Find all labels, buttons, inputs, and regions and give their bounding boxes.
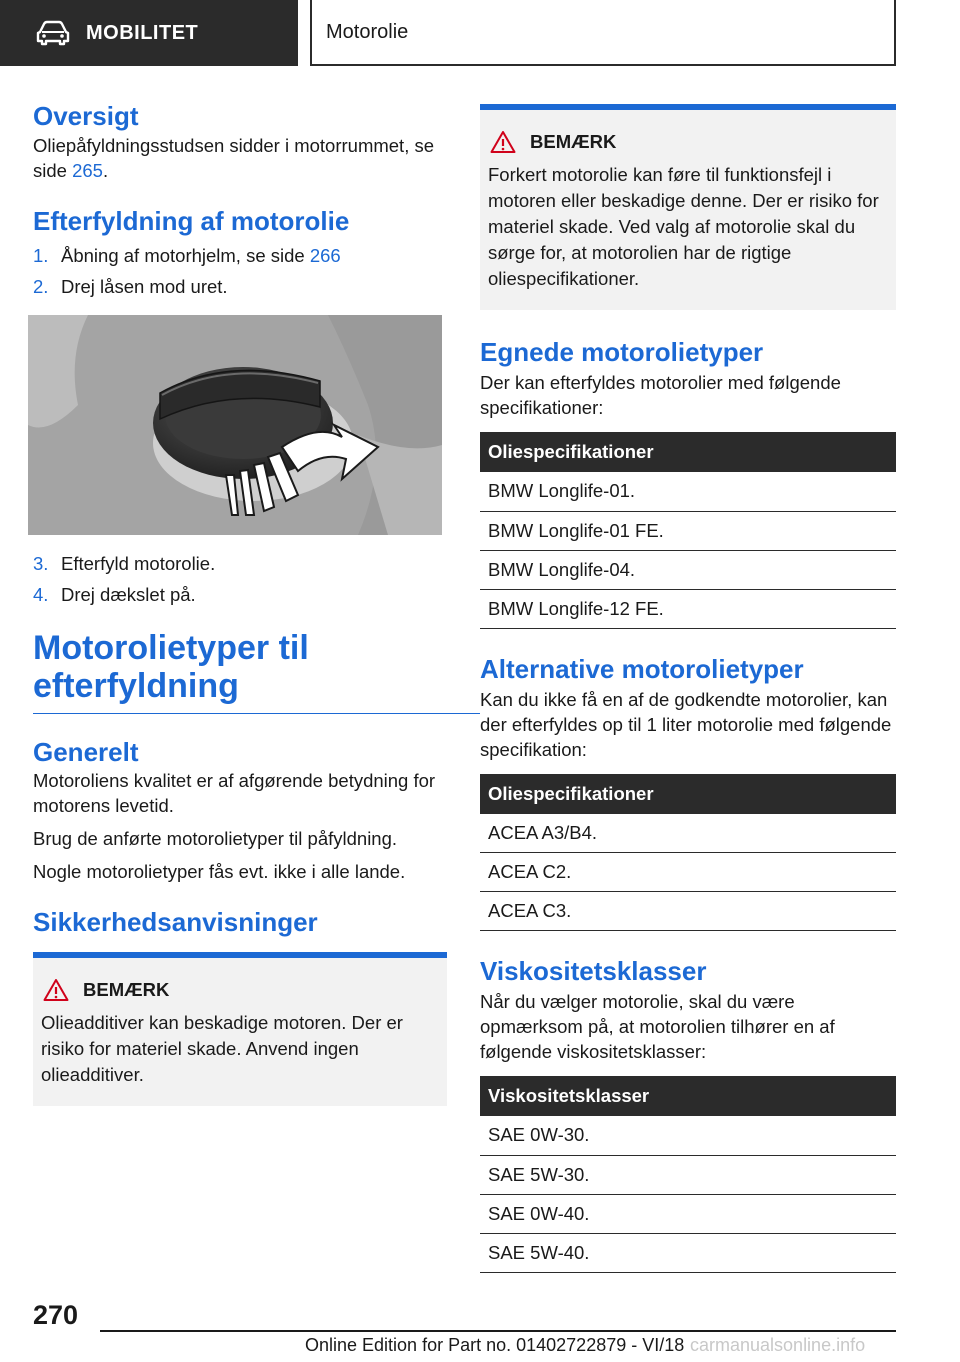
table-row: BMW Longlife-04. [480,550,896,589]
table-row: BMW Longlife-01. [480,472,896,511]
step-item: 3. Efterfyld motorolie. [33,553,216,574]
topic-label: Motorolie [326,20,409,43]
table-row: SAE 0W-40. [480,1194,896,1233]
heading-viskositet: Viskositetsklasser [480,956,707,986]
table-header: Oliespecifikationer [480,774,896,814]
note-label: BEMÆRK [83,979,170,1000]
table-row: ACEA A3/B4. [480,814,896,853]
right-column [480,100,896,1273]
spec-table-egnede [480,432,896,629]
generelt-para: Motoroliens kvalitet er af afgørende betydning for motorens levetid. [33,770,436,816]
topic-tab [310,0,896,66]
page-number: 270 [33,1300,79,1330]
table-row: BMW Longlife-01 FE. [480,511,896,550]
car-icon [36,20,70,46]
table-header: Viskositetsklasser [480,1076,896,1116]
left-column [33,100,447,1106]
step-item: 2. Drej låsen mod uret. [33,276,228,297]
heading-generelt: Generelt [33,737,139,767]
table-row: SAE 5W-40. [480,1233,896,1272]
table-row: ACEA C3. [480,892,896,931]
heading-oversigt: Oversigt [33,101,139,131]
page-link-265[interactable]: 265 [72,160,103,181]
alternative-text: Kan du ikke få en af de godkendte motorolier, kan der efterfyldes op til 1 liter motorolie med følgende specifikation: [480,688,892,760]
heading-alternative: Alternative motorolietyper [480,653,804,684]
step-item: 1. Åbning af motorhjelm, se side 266 [33,245,341,266]
viskositet-text: Når du vælger motorolie, skal du være opmærksom på, at motorolien tilhører en af følgende viskositetsklasser: [480,991,835,1062]
watermark: carmanualsonline.info [690,1335,866,1355]
step-item: 4. Drej dækslet på. [33,584,196,605]
egnede-text: Der kan efterfyldes motorolier med følgende specifikationer: [480,372,841,418]
warning-icon [490,130,516,154]
table-header: Oliespecifikationer [480,432,896,472]
table-row: SAE 5W-30. [480,1155,896,1194]
table-row: SAE 0W-30. [480,1116,896,1155]
generelt-para: Nogle motorolietyper fås evt. ikke i alle lande. [33,861,406,882]
warning-note [33,952,447,1106]
header-bar [0,0,960,66]
footer-divider [100,1330,896,1332]
edition-text: Online Edition for Part no. 01402722879 - VI/18 [305,1335,685,1355]
spec-table-alternative [480,774,896,932]
page-link-266[interactable]: 266 [309,245,341,266]
note-text: Olieadditiver kan beskadige motoren. Der er risiko for materiel skade. Anvend ingen olieadditiver. [41,1012,403,1085]
warning-note [480,104,896,310]
oversigt-text: Oliepåfyldningsstudsen sidder i motorrummet, se side 265. [33,135,435,181]
warning-icon [43,978,69,1002]
note-text: Forkert motorolie kan føre til funktionsfejl i motoren eller beskadige denne. Der er risiko for materiel skade. Ved valg af motorolie skal du sørge for, at motorolien har de rigtige oliespecifikationer. [488,164,879,289]
table-row: BMW Longlife-12 FE. [480,589,896,628]
spec-table-viskositet [480,1076,896,1273]
heading-motorolietyper: Motorolietyper til efterfyldning [33,629,480,714]
table-row: ACEA C2. [480,853,896,892]
heading-egnede: Egnede motorolietyper [480,337,764,367]
section-tab[interactable] [0,0,298,66]
heading-sikkerhed: Sikkerhedsanvisninger [33,907,318,937]
generelt-para: Brug de anførte motorolietyper til påfyldning. [33,828,398,849]
note-label: BEMÆRK [530,131,617,152]
section-label: MOBILITET [86,21,199,44]
oil-cap-illustration [28,315,442,535]
heading-efterfyldning: Efterfyldning af motorolie [33,206,350,236]
